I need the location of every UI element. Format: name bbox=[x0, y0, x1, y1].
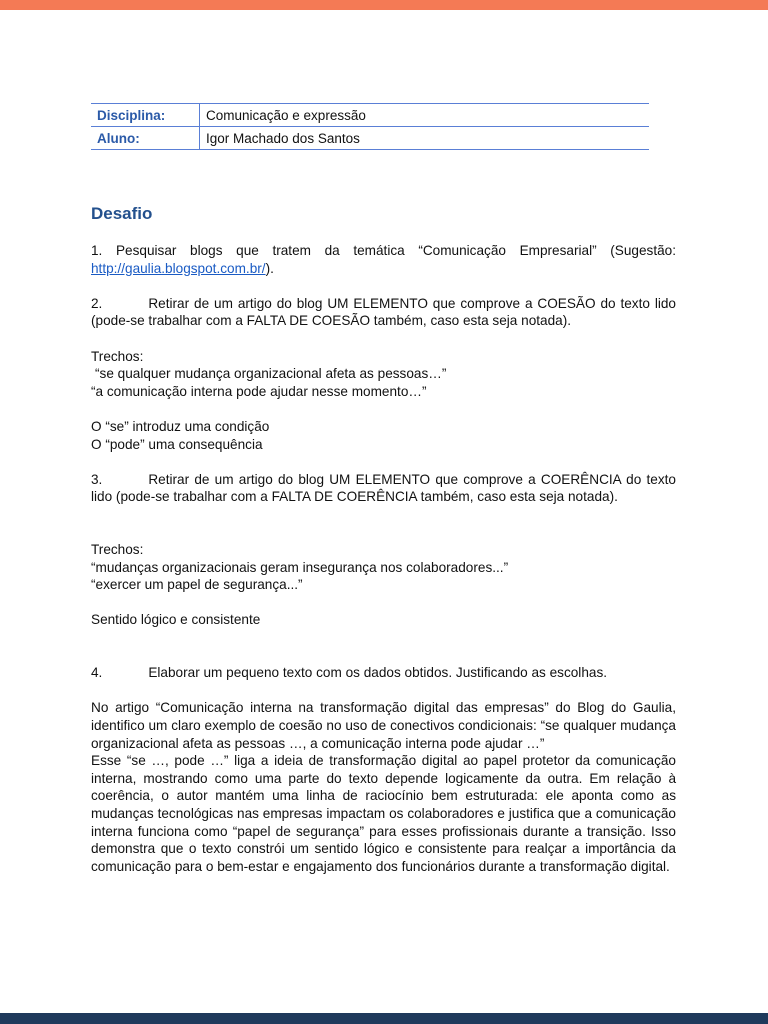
item-1 bbox=[91, 242, 676, 277]
section-title: Desafio bbox=[91, 204, 153, 223]
item-3-excerpt-1: “mudanças organizacionais geram insegurança nos colaboradores...” bbox=[91, 559, 509, 575]
item-3-note: Sentido lógico e consistente bbox=[91, 612, 261, 628]
item-2-excerpt-2: “a comunicação interna pode ajudar nesse momento…” bbox=[91, 383, 427, 399]
item-2-text: Retirar de um artigo do blog UM ELEMENTO que comprove a COESÃO do texto lido (pode-se trabalhar com a FALTA DE COESÃO também, caso esta seja notada). bbox=[91, 295, 676, 329]
bottom-accent-bar bbox=[0, 1013, 768, 1024]
answer-paragraph-2: Esse “se …, pode …” liga a ideia de transformação digital ao papel protetor da comunicação interna, mostrando como uma parte do texto depende logicamente da outra. Em relação à coerência, o autor mantém uma linha de raciocínio bem estruturada: ele aponta como as mudanças tecnológicas nas empresas impactam os colaboradores e justifica que a comunicação interna funciona como “papel de segurança” para esses profissionais durante a transição. Isso demonstra que o texto constrói um sentido lógico e consistente para realçar a importância da comunicação para o bem-estar e engajamento dos funcionários durante a transformação digital. bbox=[91, 753, 676, 874]
discipline-row bbox=[91, 104, 649, 127]
item-2-excerpts-label: Trechos: bbox=[91, 348, 144, 364]
item-1-suffix: ). bbox=[265, 260, 274, 276]
item-4 bbox=[91, 664, 676, 682]
top-accent-bar bbox=[0, 0, 768, 10]
student-label: Aluno: bbox=[91, 127, 200, 150]
item-1-number: 1. bbox=[91, 243, 103, 258]
course-info-table bbox=[91, 103, 649, 150]
item-2-number: 2. bbox=[91, 295, 103, 311]
item-3-excerpt-2: “exercer um papel de segurança...” bbox=[91, 577, 303, 593]
student-value: Igor Machado dos Santos bbox=[200, 127, 650, 150]
item-3-excerpts-label: Trechos: bbox=[91, 542, 144, 558]
item-2-excerpt-1: “se qualquer mudança organizacional afeta as pessoas…” bbox=[95, 366, 447, 382]
item-4-text: Elaborar um pequeno texto com os dados obtidos. Justificando as escolhas. bbox=[148, 665, 608, 681]
item-2 bbox=[91, 295, 676, 330]
item-4-number: 4. bbox=[91, 665, 103, 681]
item-2-note-1: O “se” introduz uma condição bbox=[91, 418, 270, 434]
discipline-label: Disciplina: bbox=[91, 104, 200, 127]
item-1-text: Pesquisar blogs que tratem da temática “Comunicação Empresarial” (Sugestão: bbox=[115, 243, 676, 258]
student-row bbox=[91, 127, 649, 150]
item-3-text: Retirar de um artigo do blog UM ELEMENTO que comprove a COERÊNCIA do texto lido (pode-se trabalhar com a FALTA DE COERÊNCIA também, caso esta seja notada). bbox=[91, 471, 676, 505]
discipline-value: Comunicação e expressão bbox=[200, 104, 650, 127]
item-2-note-2: O “pode” uma consequência bbox=[91, 436, 263, 452]
blog-link[interactable]: http://gaulia.blogspot.com.br/ bbox=[91, 260, 266, 276]
answer-paragraph-1: No artigo “Comunicação interna na transformação digital das empresas” do Blog do Gaulia, identifico um claro exemplo de coesão no uso de conectivos condicionais: “se qualquer mudança organizacional afeta as pessoas …, a comunicação interna pode ajudar …” bbox=[91, 700, 676, 751]
item-3-number: 3. bbox=[91, 471, 103, 487]
item-3 bbox=[91, 471, 676, 506]
challenge-content bbox=[91, 242, 676, 875]
